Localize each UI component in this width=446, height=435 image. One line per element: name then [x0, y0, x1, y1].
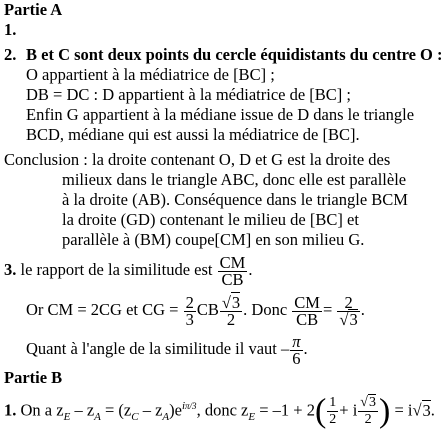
- sqrt3-half: $\frac{√3}{2}$: [360, 395, 376, 428]
- two-thirds: $\frac{2}{3}$: [185, 292, 194, 329]
- item-1-number: 1.: [4, 20, 17, 39]
- partB-item-1-number: 1.: [4, 400, 17, 420]
- conclusion-line-3: à la droite (AB). Conséquence dans le triangle BCM: [62, 190, 408, 209]
- cm-equation-line: Or CM = 2CG et CG = $\frac{2}{3}$ CB $\frac{√3}{2}$ . Donc $\frac{CM}{CB}$ = $\frac{2}{√3}$ .: [26, 292, 365, 329]
- result-b: = i: [394, 400, 413, 420]
- on-a: On a z: [20, 400, 64, 420]
- angle-text: Quant à l'angle de la similitude il vaut –: [26, 339, 290, 358]
- result-fraction: $\frac{2}{√3}$: [339, 292, 358, 329]
- pi-over-6: $\frac{\pi}{6}$: [292, 331, 301, 368]
- item-2-number: 2.: [4, 45, 17, 64]
- item-3-line: 3. le rapport de la similitude est $\frac{CM}{CB}$ .: [4, 252, 253, 289]
- cm-pre: Or CM = 2CG et CG =: [26, 300, 179, 319]
- cm-over-cb: $\frac{CM}{CB}$: [294, 292, 320, 329]
- one-half: $\frac{1}{2}$: [329, 395, 337, 428]
- result-a: = –1 + 2: [259, 400, 315, 420]
- donc-ze: donc z: [204, 400, 249, 420]
- partA-heading: Partie A: [4, 0, 63, 19]
- angle-line: Quant à l'angle de la similitude il vaut – $\frac{\pi}{6}$ .: [26, 331, 308, 368]
- partB-heading: Partie B: [4, 368, 63, 387]
- conclusion-line-5: parallèle à (BM) coupe[CM] en son milieu G.: [62, 230, 365, 249]
- item-2-line-3: DB = DC : D appartient à la médiatrice de [BC] ;: [26, 85, 352, 104]
- sqrt3-over-2: $\frac{√3}{2}$: [221, 292, 241, 329]
- conclusion-line-2: milieux dans le triangle ABC, donc elle est parallèle: [62, 170, 407, 189]
- conclusion-line-1: Conclusion : la droite contenant O, D et G est la droite des: [4, 150, 391, 169]
- item-2-line-2: O appartient à la médiatrice de [BC] ;: [26, 65, 275, 84]
- item-3-number: 3.: [4, 260, 17, 279]
- partB-item-1-line: 1. On a $z_E - z_A = (z_C - z_A)e^{i\pi/3}$, donc $z_E = -1 + 2$( $\frac{1}{2}$ + i $\frac{√3}{2}$ ) = i√3.: [4, 392, 435, 430]
- item-2-line-4: Enfin G appartient à la médiane issue de D dans le triangle: [26, 105, 415, 124]
- ratio-fraction: [218, 252, 248, 289]
- item-2-line-1: B et C sont deux points du cercle équidistants du centre O :: [26, 45, 443, 64]
- conclusion-line-4: la droite (GD) contenant le milieu de [BC] et: [62, 210, 359, 229]
- item-3-text: le rapport de la similitude est: [20, 260, 213, 279]
- frac-den: CB: [221, 269, 244, 289]
- item-2-line-5: BCD, médiane qui est aussi la médiatrice de [BC].: [26, 125, 360, 144]
- frac-num: CM: [219, 252, 246, 272]
